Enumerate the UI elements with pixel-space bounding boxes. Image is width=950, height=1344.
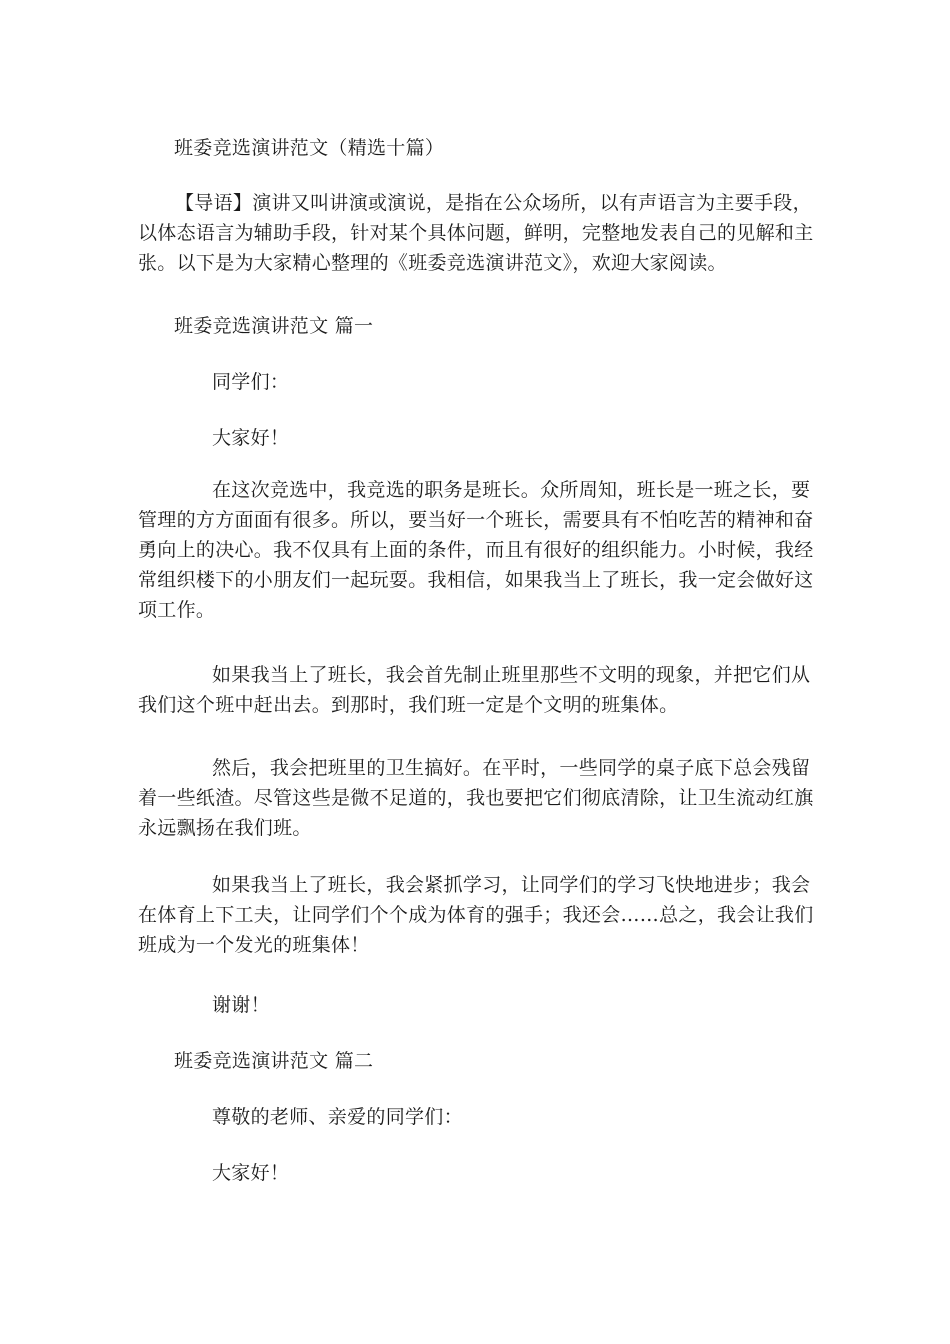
paragraph-line: 如果我当上了班长，我会紧抓学习，让同学们的学习飞快地进步；我会 bbox=[212, 874, 811, 896]
body-paragraph bbox=[138, 660, 818, 720]
intro-line: 【导语】演讲又叫讲演或演说，是指在公众场所，以有声语言为主要手段， bbox=[175, 192, 812, 214]
greeting: 同学们： bbox=[212, 371, 290, 393]
document-title: 班委竞选演讲范文（精选十篇） bbox=[174, 137, 445, 159]
paragraph-line: 管理的方方面面有很多。所以，要当好一个班长，需要具有不怕吃苦的精神和奋 bbox=[138, 509, 814, 531]
greeting: 大家好！ bbox=[212, 1162, 290, 1184]
intro-paragraph bbox=[138, 188, 818, 278]
intro-line: 张。以下是为大家精心整理的《班委竞选演讲范文》，欢迎大家阅读。 bbox=[138, 252, 727, 274]
body-paragraph bbox=[138, 870, 818, 960]
section-heading: 班委竞选演讲范文 篇一 bbox=[174, 315, 374, 337]
paragraph-line: 如果我当上了班长，我会首先制止班里那些不文明的现象，并把它们从 bbox=[212, 664, 811, 686]
greeting: 尊敬的老师、亲爱的同学们： bbox=[212, 1106, 463, 1128]
section-heading: 班委竞选演讲范文 篇二 bbox=[174, 1050, 374, 1072]
paragraph-line: 勇向上的决心。我不仅具有上面的条件，而且有很好的组织能力。小时候，我经 bbox=[138, 539, 814, 561]
paragraph-line: 永远飘扬在我们班。 bbox=[138, 817, 312, 839]
closing: 谢谢！ bbox=[212, 994, 270, 1016]
paragraph-line: 项工作。 bbox=[138, 599, 216, 621]
body-paragraph bbox=[138, 753, 818, 843]
paragraph-line: 常组织楼下的小朋友们一起玩耍。我相信，如果我当上了班长，我一定会做好这 bbox=[138, 569, 814, 591]
paragraph-line: 在体育上下工夫，让同学们个个成为体育的强手；我还会……总之，我会让我们 bbox=[138, 904, 814, 926]
intro-line: 以体态语言为辅助手段，针对某个具体问题，鲜明，完整地发表自己的见解和主 bbox=[138, 222, 814, 244]
paragraph-line: 班成为一个发光的班集体！ bbox=[138, 934, 370, 956]
greeting: 大家好！ bbox=[212, 427, 290, 449]
paragraph-line: 在这次竞选中，我竞选的职务是班长。众所周知，班长是一班之长，要 bbox=[212, 479, 811, 501]
paragraph-line: 着一些纸渣。尽管这些是微不足道的，我也要把它们彻底清除，让卫生流动红旗 bbox=[138, 787, 814, 809]
body-paragraph bbox=[138, 475, 818, 625]
paragraph-line: 我们这个班中赶出去。到那时，我们班一定是个文明的班集体。 bbox=[138, 694, 679, 716]
paragraph-line: 然后，我会把班里的卫生搞好。在平时，一些同学的桌子底下总会残留 bbox=[212, 757, 811, 779]
